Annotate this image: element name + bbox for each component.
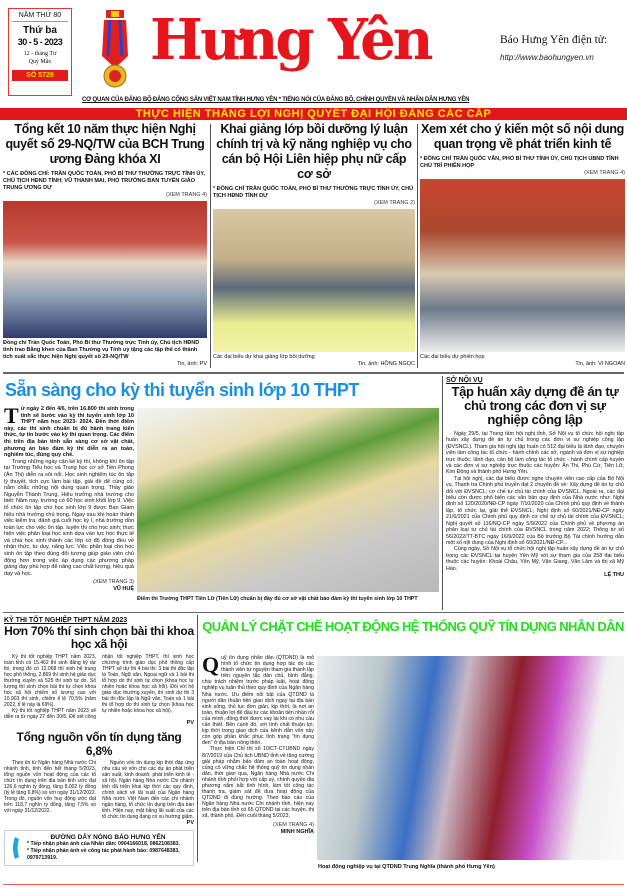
headline[interactable]: Tổng nguồn vốn tín dụng tăng 6,8% xyxy=(16,730,182,758)
year-label: NĂM THỨ 80 xyxy=(12,12,68,22)
photo-caption: Các đại biểu dự phiên họp xyxy=(420,354,485,360)
kicker: KỲ THI TỐT NGHIỆP THPT NĂM 2023 xyxy=(4,617,128,624)
photo-caption: Các đại biểu dự khai giảng lớp bồi dưỡng xyxy=(213,354,315,360)
drop-cap: T xyxy=(4,403,19,428)
author: VŨ HUỆ xyxy=(113,586,134,593)
banner: THỰC HIỆN THẮNG LỢI NGHỊ QUYẾT ĐẠI HỘI ĐẢNG CÁC CẤP xyxy=(0,108,627,120)
headline[interactable]: Tập huấn xây dựng đề án tự chủ trong các đơn vị sự nghiệp công lập xyxy=(451,384,619,427)
date-box xyxy=(8,8,72,96)
see-page[interactable]: (XEM TRANG 4) xyxy=(584,170,625,176)
lunar-year: Quý Mão xyxy=(28,59,52,65)
paragraph: Theo tin từ Ngân hàng Nhà nước Chi nhánh tỉnh, tính đến hết tháng 5/2023, tổng nguồn vốn hoạt động của các tổ chức tín dụng trên địa bàn tỉnh ước đạt 126,6 nghìn tỷ đồng, tăng 8.002 tỷ đồng (tỷ lệ tăng 6,8%) so với ngày 31/12/2022. Trong đó, nguồn vốn huy động ước đạt trên 118,7 nghìn tỷ đồng, tăng 7,5% so với ngày 31/12/2022. xyxy=(4,760,96,814)
article-credit-capital[interactable] xyxy=(4,730,194,827)
lead-headline[interactable]: Sẵn sàng cho kỳ thi tuyển sinh lớp 10 THPT xyxy=(5,380,359,400)
author: LỆ THU xyxy=(604,571,624,578)
body xyxy=(446,431,624,572)
hotline-line-1: * Tiếp nhận phản ánh của Nhân dân: 0904166018, 0862108383. xyxy=(27,841,181,847)
photo-credit: Tin, ảnh: HỒNG NGỌC xyxy=(357,361,415,367)
photo-award-ceremony xyxy=(3,201,207,338)
article-home-affairs[interactable] xyxy=(446,376,624,579)
paragraph: Kỳ thi tốt nghiệp THPT năm 2023 sẽ diễn ra từ ngày 27 đến 30/6. Để xét công nhận tốt nghiệp THPT, thí sinh học chương trình giáo dục phổ thông cấp THPT sẽ dự thi 4 bài thi: 3 bài thi độc lập là Toán, Ngữ văn, Ngoại ngữ và 1 bài thi tổ hợp do thí sinh tự chọn (khoa học tự nhiên hoặc khoa học xã hội). Đối với hệ giáo dục thường xuyên, thí sinh dự thi 3 bài thi độc lập là Ngữ văn, Toán và 1 bài thi tổ hợp do thí sinh tự chọn (khoa học tự nhiên hoặc khoa học xã hội). xyxy=(4,654,194,720)
fund-author: MINH NGHĨA xyxy=(280,828,314,835)
drop-cap: Q xyxy=(202,652,220,677)
subhead: * CÁC ĐỒNG CHÍ: TRẦN QUỐC TOẢN, PHÓ BÍ THƯ THƯỜNG TRỰC TỈNH ỦY, CHỦ TỊCH HĐND TỈNH; VŨ THANH MAI, PHÓ TRƯỞNG BAN TUYÊN GIÁO TRUNG ƯƠNG DỰ xyxy=(3,171,205,191)
photo-credit: Tin, ảnh: VI NGOAN xyxy=(575,361,625,367)
lead-caption: Điểm thi Trường THPT Tiên Lữ (Tiên Lữ) chuẩn bị đầy đủ cơ sở vật chất bảo đảm kỳ thi tuyển sinh lớp 10 THPT xyxy=(137,596,418,602)
newspaper-logo: Hưng Yên xyxy=(150,7,431,73)
website-link[interactable]: http://www.baohungyen.vn xyxy=(500,53,594,62)
tagline: CƠ QUAN CỦA ĐẢNG BỘ ĐẢNG CỘNG SẢN VIỆT NAM TỈNH HƯNG YÊN * TIẾNG NÓI CỦA ĐẢNG BỘ, CHÍNH QUYỀN VÀ NHÂN DÂN HƯNG YÊN xyxy=(82,97,470,103)
hotline-box xyxy=(4,830,194,866)
see-page[interactable]: (XEM TRANG 4) xyxy=(273,821,314,828)
see-page[interactable]: (XEM TRANG 4) xyxy=(166,192,207,198)
article-economy[interactable] xyxy=(420,122,625,368)
photo-caption: Đồng chí Trần Quốc Toản, Phó Bí thư Thường trực Tỉnh ủy, Chủ tịch HĐND tỉnh trao Bằng khen của Ban Thường vụ Tỉnh uỷ tặng các tập thể có thành tích xuất sắc thực hiện Nghị quyết số 29-NQ/TW xyxy=(3,340,200,360)
headline[interactable]: Tổng kết 10 năm thực hiện Nghị quyết số 29-NQ/TW của BCH Trung ương Đảng khóa XI xyxy=(5,122,205,166)
paragraph: uỹ tín dụng nhân dân (QTDND) là mô hình tổ chức tín dụng hợp tác do các thành viên tự nguyện tham gia thành lập trên nguyên tắc dân chủ, bình đẳng, chịu trách nhiệm trước pháp luật, hoạt động nghiệp vụ tuân thủ theo quy định của Ngân hàng Nhà nước. Ưu điểm nổi bật của QTDND là người dân thuận tiện giao dịch ngay tại địa bàn sinh sống, thủ tục đơn giản, kịp thời, là nơi an toàn, thuận lợi để đầu tư các khoản tiền nhàn rỗi của mình, đồng thời được vay lại khi có nhu cầu cần thiết. Bên cạnh đó, với tính chất thuận lợi, kịp thời trong giao dịch của kênh dẫn vốn này còn góp phần khắc phục tình trạng "tín dụng đen" ở địa bàn nông thôn. xyxy=(202,655,315,747)
bottom-left-column xyxy=(4,616,194,866)
article-graduation-exam[interactable] xyxy=(4,616,194,727)
photo-credit: Tin, ảnh: PV xyxy=(176,361,207,367)
issue-number: SỐ 5729 xyxy=(12,70,68,81)
subhead: * ĐỒNG CHÍ TRẦN QUỐC TOẢN, PHÓ BÍ THƯ THƯỜNG TRỰC TỈNH ỦY, CHỦ TỊCH HĐND TỈNH DỰ xyxy=(213,186,414,199)
photo-fund-office xyxy=(317,656,624,860)
lunar-day: 12 - tháng Tư xyxy=(23,51,57,57)
fund-caption: Hoạt động nghiệp vụ tại QTDND Trung Nghĩa (thành phố Hưng Yên) xyxy=(318,864,495,870)
lead-paragraph: Trong những ngày cận kề kỳ thi, không khí ôn tập tại Trường Tiểu học và Trung học cơ sở Tiền Phong (Ân Thi) diễn ra sôi nổi. Học sinh nghiêm túc ôn tập lý thuyết, tích cực làm bài tập, giải đề để củng cố, nắm chắc những nội dung quan trọng. Thầy giáo Nguyễn Thành Trung, Hiệu trưởng nhà trường cho biết: Năm nay, trường có 60 học sinh khối lớp 9. Việc tổ chức ôn tập cho học sinh lớp 9 được Ban Giám hiệu nhà trường chú trọng. Ngay sau khi hoàn thành việc kiểm tra, đánh giá cuối học kỳ I, nhà trường dồn toàn lực cho việc ôn tập, luyện thi cho học sinh; thực hiện việc phân loại học sinh dựa vào lực học thực tế và chia học sinh thành các lớp có độ đồng đều về nhận thức, tư duy, năng lực. Việc phân loại cho học sinh ôn tập theo đúng đối tượng giúp giáo viên chủ động hơn trong việc áp dụng các phương pháp giảng dạy phù hợp để nâng cao chất lượng, hiệu quả dạy và học. xyxy=(4,458,134,577)
fund-body xyxy=(202,652,315,836)
article-29nq[interactable] xyxy=(3,122,207,368)
author: PV xyxy=(186,720,194,726)
kicker: SỞ NỘI VỤ xyxy=(446,377,483,384)
e-paper-label: Báo Hưng Yên điện tử: xyxy=(500,34,608,46)
paragraph: Cùng ngày, Sở Nội vụ tổ chức hội nghị tập huấn xây dựng đề án tự chủ trong các ĐVSNCL tại huyện Yên Mỹ với sự tham gia của 258 đại biểu thuộc các huyện: Khoái Châu, Yên Mỹ, Văn Giang, Văn Lâm và thị xã Mỹ Hào. xyxy=(446,546,624,572)
article-women-union[interactable] xyxy=(213,122,415,368)
hotline-line-2: * Tiếp nhận phản ánh về công tác phát hành báo: 0987648383, 0979713919. xyxy=(27,848,180,861)
medal-icon xyxy=(98,10,132,88)
paragraph: Nguồn vốn tín dụng kịp thời đáp ứng nhu cầu về vốn cho các dự án phát triển sản xuất, kinh doanh, phát triển kinh tế - xã hội. Ngân hàng Nhà nước Chi nhánh tỉnh đã triển khai kịp thời các quy định, chính sách về lãi suất của Ngân hàng Nhà nước Việt Nam đến các chi nhánh ngân hàng, tổ chức tín dụng trên địa bàn tỉnh. Hiện nay, mặt bằng lãi suất của các tổ chức tín dụng đang có xu hướng giảm. xyxy=(102,760,194,820)
author: PV xyxy=(186,820,194,826)
headline[interactable]: Hơn 70% thí sinh chọn bài thi khoa học xã hội xyxy=(4,624,194,651)
photo-exam-school xyxy=(137,408,439,592)
see-page[interactable]: (XEM TRANG 3) xyxy=(93,579,134,586)
date: 30 - 5 - 2023 xyxy=(17,37,63,47)
paragraph: Thực hiện Chỉ thị số 10/CT-CTUBND ngày 8/7/2019 của Chủ tịch UBND tỉnh về tăng cường giải pháp nhằm bảo đảm an toàn hoạt động, củng cố vững chắc hệ thống quỹ tín dụng nhân dân, thời gian qua, Ngân hàng Nhà nước Chi nhánh tỉnh phối hợp với cấp uỷ, chính quyền địa phương nắm bắt tình hình, làm tốt công tác thanh tra, giám sát để đưa hoạt động của QTDND đi đúng hướng. Theo báo cáo của Ngân hàng Nhà nước Chi nhánh tỉnh, hiện nay trên địa bàn tỉnh có 65 QTDND tại các huyện, thị xã, thành phố. Đến cuối tháng 5/2023, xyxy=(202,746,314,820)
paragraph: Ngày 29/5, tại Trung tâm hội nghị tỉnh, Sở Nội vụ tổ chức hội nghị tập huấn xây dựng đề án tự chủ trong các đơn vị sự nghiệp công lập (ĐVSNCL). Tham gia hội nghị tập huấn có 512 đại biểu là lãnh đạo, chuyên viên làm công tác tổ chức - hành chính các sở, ngành và đơn vị sự nghiệp trực thuộc; lãnh đạo, cán bộ làm công tác tổ chức - hành chính cấp huyện và các đơn vị sự nghiệp trực thuộc các huyện: Ân Thi, Phù Cừ, Tiên Lữ, Kim Động và thành phố Hưng Yên. xyxy=(446,431,624,476)
phone-icon xyxy=(11,836,23,860)
lead-body xyxy=(4,403,134,593)
body xyxy=(4,760,194,820)
body xyxy=(4,654,194,720)
photo-opening-class xyxy=(213,209,415,352)
headline[interactable]: Khai giảng lớp bồi dưỡng lý luận chính trị và kỹ năng nghiệp vụ cho cán bộ Hội Liên hiệp phụ nữ cấp cơ sở xyxy=(216,122,412,181)
weekday: Thứ ba xyxy=(23,25,57,36)
subhead: * ĐỒNG CHÍ TRẦN QUỐC VĂN, PHÓ BÍ THƯ TỈNH ỦY, CHỦ TỊCH UBND TỈNH CHỦ TRÌ PHIÊN HỌP xyxy=(420,156,619,169)
headline[interactable]: Xem xét cho ý kiến một số nội dung quan trọng về phát triển kinh tế xyxy=(420,122,625,151)
paragraph: Kỳ thi tốt nghiệp THPT năm 2023, toàn tỉnh có 15.462 thí sinh đăng ký dự thi, trong đó có 12.068 thí sinh hệ trung học phổ thông, 2.869 thí sinh hệ giáo dục thường xuyên và 525 thí sinh tự do. Số lượng thí sinh chọn bài thi tự chọn khoa học xã hội chiếm số lượng cao với 10.903 thí sinh, chiếm tỉ lệ 70,5% (năm 2022, tỉ lệ này là 69%). xyxy=(4,654,96,708)
photo-meeting xyxy=(420,179,625,352)
fund-headline[interactable]: QUẢN LÝ CHẶT CHẼ HOẠT ĐỘNG HỆ THỐNG QUỸ TÍN DỤNG NHÂN DÂN xyxy=(202,619,624,634)
see-page[interactable]: (XEM TRANG 2) xyxy=(374,200,415,206)
hotline-title: ĐƯỜNG DÂY NÓNG BÁO HƯNG YÊN xyxy=(50,834,166,841)
paragraph: Tại hội nghị, các đại biểu được nghe chuyên viên cao cấp của Bộ Nội vụ, Thanh tra Chính phủ truyền đạt 2 chuyên đề về: Xây dựng đề án tự chủ đối với ĐVSNCL; cơ chế tự chủ tài chính của ĐVSNCL. Ngoài ra, các đại biểu còn được phổ biến các văn bản quy định của Nhà nước như: Nghị định số 120/2020/NĐ-CP ngày 7/10/2020 của Chính phủ quy định về thành lập, tổ chức lại, giải thể ĐVSNCL; Nghị định số 60/2021/NĐ-CP ngày 21/6/2021 của Chính phủ quy định cơ chế tự chủ tài chính của ĐVSNCL; Nghị quyết số 116/NQ-CP ngày 5/9/2022 của Chính phủ về phương án phân loại tự chủ tài chính của ĐVSNCL trong năm 2022; Thông tư số 56/2022/TT-BTC ngày 16/9/2022 của Bộ trưởng Bộ Tài chính hướng dẫn một số nội dung của Nghị định số 60/2021/NĐ-CP... xyxy=(446,475,624,546)
lead-intro: ừ ngày 2 đến 4/6, trên 16.800 thí sinh trong tỉnh sẽ bước vào kỳ thi tuyển sinh lớp 10 THPT năm học 2023- 2024. Đến thời điểm này, các thí sinh chuẩn bị đủ hành trang kiến thức, tự tin bước vào kỳ thi quan trọng. Các điểm thi trên địa bàn tỉnh sẵn sàng cơ sở vật chất, phương án bảo đảm kỳ thi diễn ra an toàn, nghiêm túc, đúng quy chế. xyxy=(4,406,134,459)
